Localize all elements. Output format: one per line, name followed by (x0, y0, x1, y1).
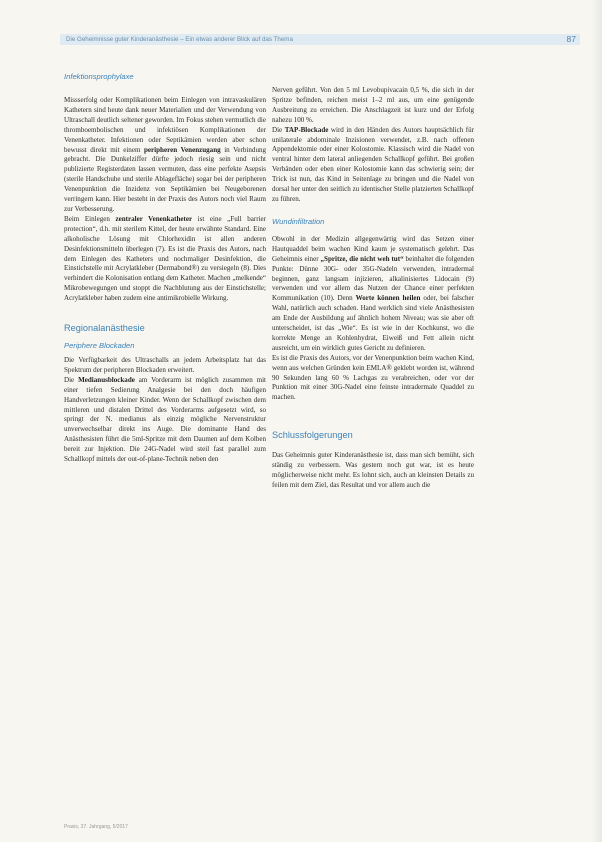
paragraph: Die Verfügbarkeit des Ultraschalls an jedem Arbeitsplatz hat das Spektrum der peripheren Blockaden erweitert. (64, 356, 266, 374)
text: wird in den Händen des Autors hauptsächlich für unilaterale abdominale Inzisionen verwendet, z.B. nach offenen Appendektomie oder einer Kolostomie. Klassisch wird die Nadel von ventral hinter dem lateral anliegenden Schallkopf geführt. Bei großen Verbänden oder eben einer Kolostomie kann das schwierig sein; der Trick ist nun, das Kind in Seitenlage zu bringen und die Nadel von dorsal her unter den seitlich zu identischer Stelle platzierten Schallkopf zu führen. (272, 125, 475, 203)
text: Die (64, 375, 75, 384)
text: Obwohl in der Medizin allgegenwärtig wird das Setzen einer Hautquaddel beim wachen Kind kaum je systematisch gelehrt. Das Geheimnis einer (272, 234, 474, 263)
heading-regionalanaesthesie: Regionalanästhesie (64, 323, 145, 334)
text: Die (272, 125, 283, 134)
bold-term: zentraler Venenkatheter (115, 214, 193, 223)
paragraph: Das Geheimnis guter Kinderanästhesie ist, dass man sich bemüht, sich ständig zu verbessern. Was gestern noch gut war, ist es heute möglicherweise nicht mehr. Es lohnt sich, auch an kleinsten Details zu feilen mit dem Ziel, das Resultat und vor allem auch die (272, 451, 474, 489)
text: oder, bei falscher Wahl, natürlich auch schaden. Hand werklich sind viele Anästhesisten am Ende der Ausbildung auf ähnlich hohem Niveau; was sie aber oft unterscheidet, ist das „Wie“. Es ist wie in der Kochkunst, wo die korrekte Menge an Kohlenhydrat, Eiweiß und Fett allein nicht ausreicht, um ein wirklich gutes Gericht zu definieren. (272, 294, 474, 352)
text: Missserfolg oder Komplikationen beim Einlegen von intravaskulären Kathetern sind heute dank neuer Materialien und der Verwendung von Ultraschall deutlich seltener geworden. Im Fokus stehen vermutlich die thromboembolischen und infektiösen Komplikationen der Venenkatheter. Infektionen oder Septikämien werden aber schon bewusst direkt mit einem (64, 96, 266, 154)
text: am Vorderarm ist möglich zusammen mit einer tiefen Sedierung Analgesie bei den doch häufigen Handverletzungen kleiner Kinder. Wenn der Schallkopf zwischen dem mittleren und distalen Drittel des Vorderarms aufgesetzt wird, so springt der N. medianus als einzig mögliche Nervenstruktur unverwechselbar direkt ins Auge. Die dominante Hand des Anästhesisten führt die 5ml-Spritze mit dem Daumen auf dem Kolben bereit zur Injektion. Die 24G-Nadel wird steil fast parallel zum Schallkopf mittels der out-of-plane-Technik neben den (64, 375, 267, 464)
footer: Praxis, 37. Jahrgang, 5/2017 (64, 824, 128, 830)
heading-periphere-blockaden: Periphere Blockaden (64, 341, 135, 351)
right-column (272, 86, 474, 491)
text: in Verbindung gebracht. Die Dunkelziffer dürfte jedoch riesig sein und nicht publizierte Registerdaten lassen vermuten, dass eine perfekte Asepsis (sterile Handschuhe und sterile Ablagefläche) sogar bei der peripheren Venenpunktion die Inzidenz von Septikämien bei Neugeborenen verringern kann. Hier besteht in der Praxis des Autors noch viel Raum zur Verbesserung. (64, 145, 267, 213)
heading-infektionsprophylaxe: Infektionsprophylaxe (64, 72, 134, 81)
bold-term: Medianusblockade (78, 375, 135, 384)
paragraph: Nerven geführt. Von den 5 ml Levobupivacain 0,5 %, die sich in der Spritze befinden, reichen meist 1–2 ml aus, um eine genügende Ausbreitung zu erreichen. Die Anschlagzeit ist kurz und der Erfolg nahezu 100 %. (272, 86, 474, 124)
paragraph: Es ist die Praxis des Autors, vor der Venenpunktion beim wachen Kind, wenn aus welchen Gründen kein EMLA® geklebt worden ist, während 90 Sekunden lang 60 % Lachgas zu verabreichen, oder vor der Punktion mit einer 30G-Nadel eine feinste intradermale Quaddel zu machen. (272, 353, 474, 402)
bold-term: TAP-Blockade (284, 125, 329, 134)
paragraph (64, 215, 266, 304)
text: beinhaltet die folgenden Punkte: Dünne 30G- oder 35G-Nadeln verwenden, intradermal beginnen, ganz langsam injizieren, alkalinisiertes Lidocain (9) verwenden und vor allem das Nutzen der Chance einer perfekten Kommunikation (10). Denn (272, 254, 474, 303)
running-title: Die Geheimnisse guter Kinderanästhesie – Ein etwas anderer Blick auf das Thema (66, 36, 293, 43)
bold-term: peripheren Venenzugang (144, 145, 221, 154)
bold-term: Worte können heilen (355, 294, 421, 303)
text: ist eine „Full barrier protection“, d.h. mit sterilem Kittel, der heute erwähnte Standard. Eine alkoholische Lösung mit Chlorhexidin ist allen anderen Desinfektionsmitteln überlegen (7). Es ist die Praxis des Autors, nach dem Einlegen des Katheters und nochmaliger Desinfektion, die Einstichstelle mit Acrylatkleber (Dermabond®) zu versiegeln (8). Dies verhindert die Kolonisation entlang dem Katheter. Machen „melkende“ Mikrobewegungen und stoppt die Nachblutung aus der Einstichstelle; Acrylatkleber haben zudem eine antimikrobielle Wirkung. (64, 214, 266, 303)
paragraph (64, 96, 266, 215)
heading-wundinfiltration: Wundinfiltration (272, 216, 325, 226)
paragraph (64, 376, 266, 465)
page-number: 87 (566, 34, 576, 44)
heading-schlussfolgerungen: Schlussfolgerungen (272, 430, 353, 441)
bold-term: „Spritze, die nicht weh tut“ (320, 254, 404, 263)
paragraph (272, 126, 474, 205)
text: Beim Einlegen (64, 214, 110, 223)
page-edge-shadow (592, 0, 602, 842)
left-column (64, 72, 266, 465)
paragraph (272, 235, 474, 354)
